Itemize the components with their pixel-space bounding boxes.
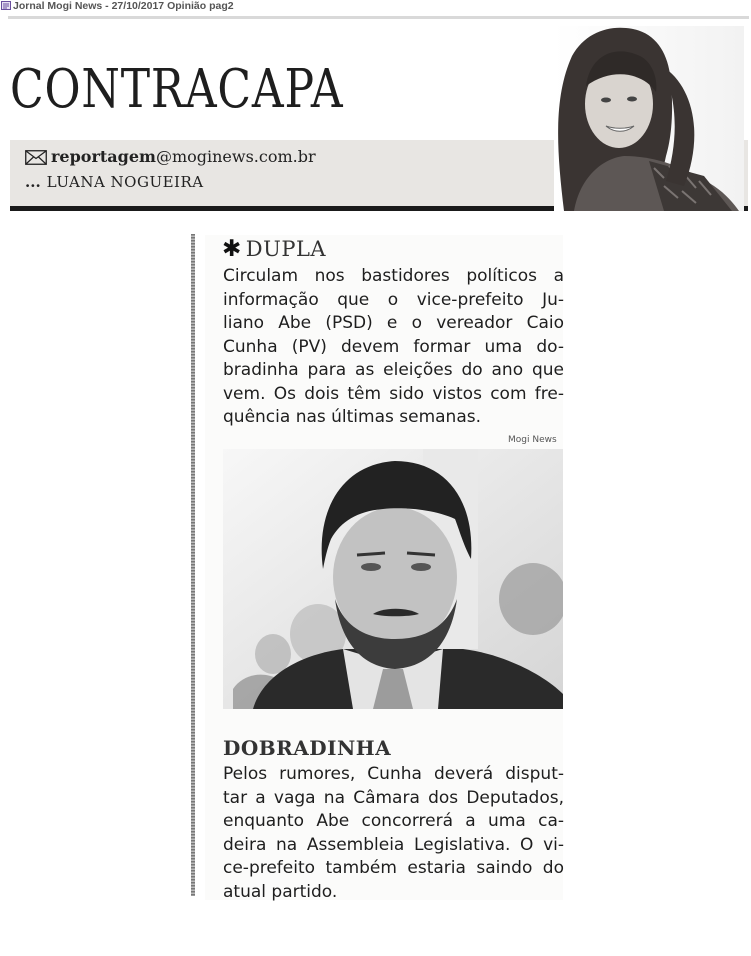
author-byline xyxy=(25,172,204,192)
body-line: tar a vaga na Câmara dos Deputados, xyxy=(223,787,564,808)
note-body xyxy=(223,763,564,904)
body-line: Cunha (PV) devem formar uma do- xyxy=(223,336,564,357)
body-line: informação que o vice-prefeito Ju- xyxy=(223,289,564,310)
body-line: Pelos rumores, Cunha deverá disput- xyxy=(223,764,564,784)
page-header xyxy=(0,0,751,14)
email-user: reportagem xyxy=(51,147,156,166)
email-domain: @moginews.com.br xyxy=(155,147,316,166)
body-line: ce-prefeito também estaria saindo do xyxy=(223,858,564,878)
asterisk-icon: ✱ xyxy=(222,236,242,262)
envelope-icon xyxy=(25,150,47,165)
body-line: enquanto Abe concorrerá a uma ca- xyxy=(223,811,564,831)
body-line: liano Abe (PSD) e o vereador Caio xyxy=(223,313,564,333)
body-line: quência nas últimas semanas. xyxy=(223,407,482,427)
note-heading: DOBRADINHA xyxy=(223,736,392,760)
columnist-portrait xyxy=(554,26,744,211)
politician-photo xyxy=(223,449,563,709)
body-line: deira na Assembleia Legislativa. O vi- xyxy=(223,834,564,855)
author-name: LUANA NOGUEIRA xyxy=(46,173,204,191)
note-kicker xyxy=(222,236,326,262)
body-line: bradinha para as eleições do ano que xyxy=(223,360,564,380)
header-divider xyxy=(8,16,749,19)
kicker-text: DUPLA xyxy=(245,237,327,261)
newspaper-logo-icon xyxy=(1,1,11,10)
source-line: Jornal Mogi News - 27/10/2017 Opinião pag2 xyxy=(13,0,234,12)
body-line: Circulam nos bastidores políticos a xyxy=(223,266,564,286)
photo-credit: Mogi News xyxy=(508,435,557,445)
column-title: CONTRACAPA xyxy=(10,59,344,120)
author-bullet: ... xyxy=(25,173,41,191)
column-rule xyxy=(191,234,195,896)
body-line: vem. Os dois têm sido vistos com fre- xyxy=(223,383,564,404)
contact-email xyxy=(25,147,316,167)
note-body xyxy=(223,265,564,430)
body-line: atual partido. xyxy=(223,881,338,902)
